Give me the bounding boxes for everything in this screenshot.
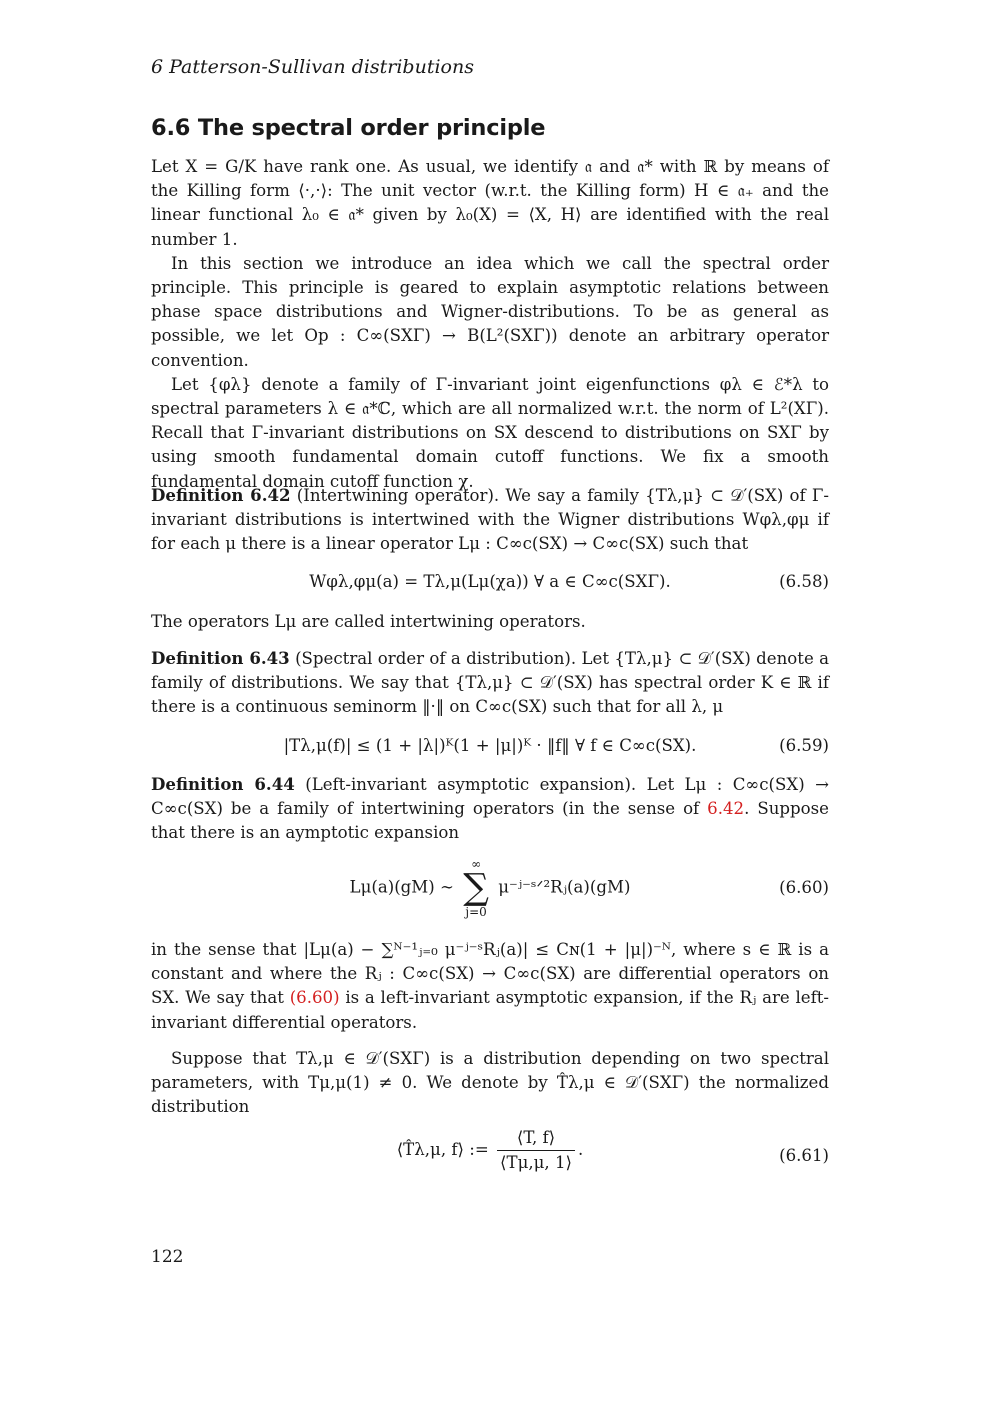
definition-text: Let Lμ : C∞c(SX) → C∞c(SX) be a family of intertwining operators (in the sense of bbox=[151, 775, 829, 819]
definition-after-text: in the sense that |Lμ(a) − ∑ᴺ⁻¹ⱼ₌₀ μ⁻ʲ⁻ˢRⱼ(a)| ≤ Cɴ(1 + |μ|)⁻ᴺ, where s ∈ ℝ is a constant and where the Rⱼ : C∞c(SX) → C∞c(SX) are differential operators on SX. We say that bbox=[151, 940, 829, 1008]
paragraph-1: Let X = G/K have rank one. As usual, we identify 𝔞 and 𝔞* with ℝ by means of the Killing form ⟨·,·⟩: The unit vector (w.r.t. the Killing form) H ∈ 𝔞₊ and the linear functional λ₀ ∈ 𝔞* given by λ₀(X) = ⟨X, H⟩ are identified with the real number 1. bbox=[151, 157, 829, 249]
definition-title: (Spectral order of a distribution). bbox=[295, 649, 577, 668]
equation-end: . bbox=[578, 1139, 584, 1159]
equation-number: (6.60) bbox=[779, 878, 829, 897]
equation-number: (6.58) bbox=[779, 572, 829, 591]
definition-6-43 bbox=[151, 646, 829, 720]
equation-formula: Wφλ,φμ(a) = Tλ,μ(Lμ(χa)) ∀ a ∈ C∞c(SXΓ). bbox=[309, 572, 671, 591]
definition-text: Let {Tλ,μ} ⊂ 𝒟′(SX) denote a family of distributions. We say that {Tλ,μ} ⊂ 𝒟′(SX) has spectral order K ∈ ℝ if there is a continuous seminorm ‖·‖ on C∞c(SX) such that for all λ, μ bbox=[151, 649, 829, 717]
section-title: 6.6 The spectral order principle bbox=[151, 115, 546, 141]
fraction-numerator: ⟨T, f⟩ bbox=[497, 1128, 575, 1151]
definition-6-44 bbox=[151, 772, 829, 846]
fraction bbox=[497, 1128, 575, 1173]
summation bbox=[463, 858, 489, 918]
definition-6-42-after bbox=[151, 610, 829, 634]
equation-lhs: Lμ(a)(gM) ∼ bbox=[349, 877, 454, 897]
equation-6-61 bbox=[151, 1128, 829, 1188]
definition-label: Definition 6.43 bbox=[151, 648, 290, 668]
definition-6-42 bbox=[151, 483, 829, 557]
definition-6-44-after bbox=[151, 938, 829, 1035]
definition-label: Definition 6.44 bbox=[151, 774, 295, 794]
sum-lower: j=0 bbox=[465, 905, 487, 919]
reference-link-6-60[interactable]: (6.60) bbox=[289, 988, 340, 1008]
equation-formula bbox=[151, 1128, 829, 1173]
sum-upper: ∞ bbox=[471, 857, 482, 871]
sum-symbol: ∑ bbox=[463, 867, 489, 908]
definition-after-text-cont: is a left-invariant asymptotic expansion, if the Rⱼ are left-invariant differential operators. bbox=[151, 988, 830, 1032]
definition-title: (Intertwining operator). bbox=[296, 486, 500, 505]
definition-text: We say a family {Tλ,μ} ⊂ 𝒟′(SX) of Γ-invariant distributions is intertwined with the Wigner distributions Wφλ,φμ if for each μ there is a linear operator Lμ : C∞c(SX) → C∞c(SX) such that bbox=[151, 486, 829, 554]
definition-text-cont: . Suppose that there is an aymptotic expansion bbox=[151, 799, 829, 843]
equation-lhs: ⟨T̂λ,μ, f⟩ := bbox=[396, 1139, 489, 1159]
definition-title: (Left-invariant asymptotic expansion). bbox=[305, 775, 637, 794]
equation-formula bbox=[151, 858, 829, 918]
page-number: 122 bbox=[151, 1247, 184, 1267]
reference-link-6-42[interactable]: 6.42 bbox=[707, 799, 745, 819]
paragraph-2: In this section we introduce an idea which we call the spectral order principle. This principle is geared to explain asymptotic relations between phase space distributions and Wigner-distributions. To be as general as possible, we let Op : C∞(SXΓ) → B(L²(SXΓ)) denote an arbitrary operator convention. bbox=[151, 253, 829, 370]
closing-text: Suppose that Tλ,μ ∈ 𝒟′(SXΓ) is a distribution depending on two spectral parameters, with Tμ,μ(1) ≠ 0. We denote by T̂λ,μ ∈ 𝒟′(SXΓ) the normalized distribution bbox=[151, 1049, 829, 1117]
equation-6-60 bbox=[151, 858, 829, 924]
running-head: 6 Patterson-Sullivan distributions bbox=[151, 56, 474, 78]
equation-formula: |Tλ,μ(f)| ≤ (1 + |λ|)ᴷ(1 + |μ|)ᴷ · ‖f‖ ∀ f ∈ C∞c(SX). bbox=[283, 736, 697, 755]
equation-number: (6.59) bbox=[779, 736, 829, 755]
fraction-denominator: ⟨Tμ,μ, 1⟩ bbox=[500, 1152, 573, 1172]
closing-paragraph bbox=[151, 1047, 829, 1120]
equation-rhs: μ⁻ʲ⁻ˢᐟ²Rⱼ(a)(gM) bbox=[498, 877, 631, 897]
equation-number: (6.61) bbox=[779, 1146, 829, 1165]
definition-after-text: The operators Lμ are called intertwining operators. bbox=[151, 612, 586, 631]
intro-block bbox=[151, 155, 829, 494]
paragraph-3: Let {φλ} denote a family of Γ-invariant joint eigenfunctions φλ ∈ ℰ*λ to spectral parameters λ ∈ 𝔞*ℂ, which are all normalized w.r.t. the norm of L²(XΓ). Recall that Γ-invariant distributions on SX descend to distributions on SXΓ by using smooth fundamental domain cutoff functions. We fix a smooth fundamental domain cutoff function χ. bbox=[151, 374, 829, 491]
definition-label: Definition 6.42 bbox=[151, 485, 291, 505]
